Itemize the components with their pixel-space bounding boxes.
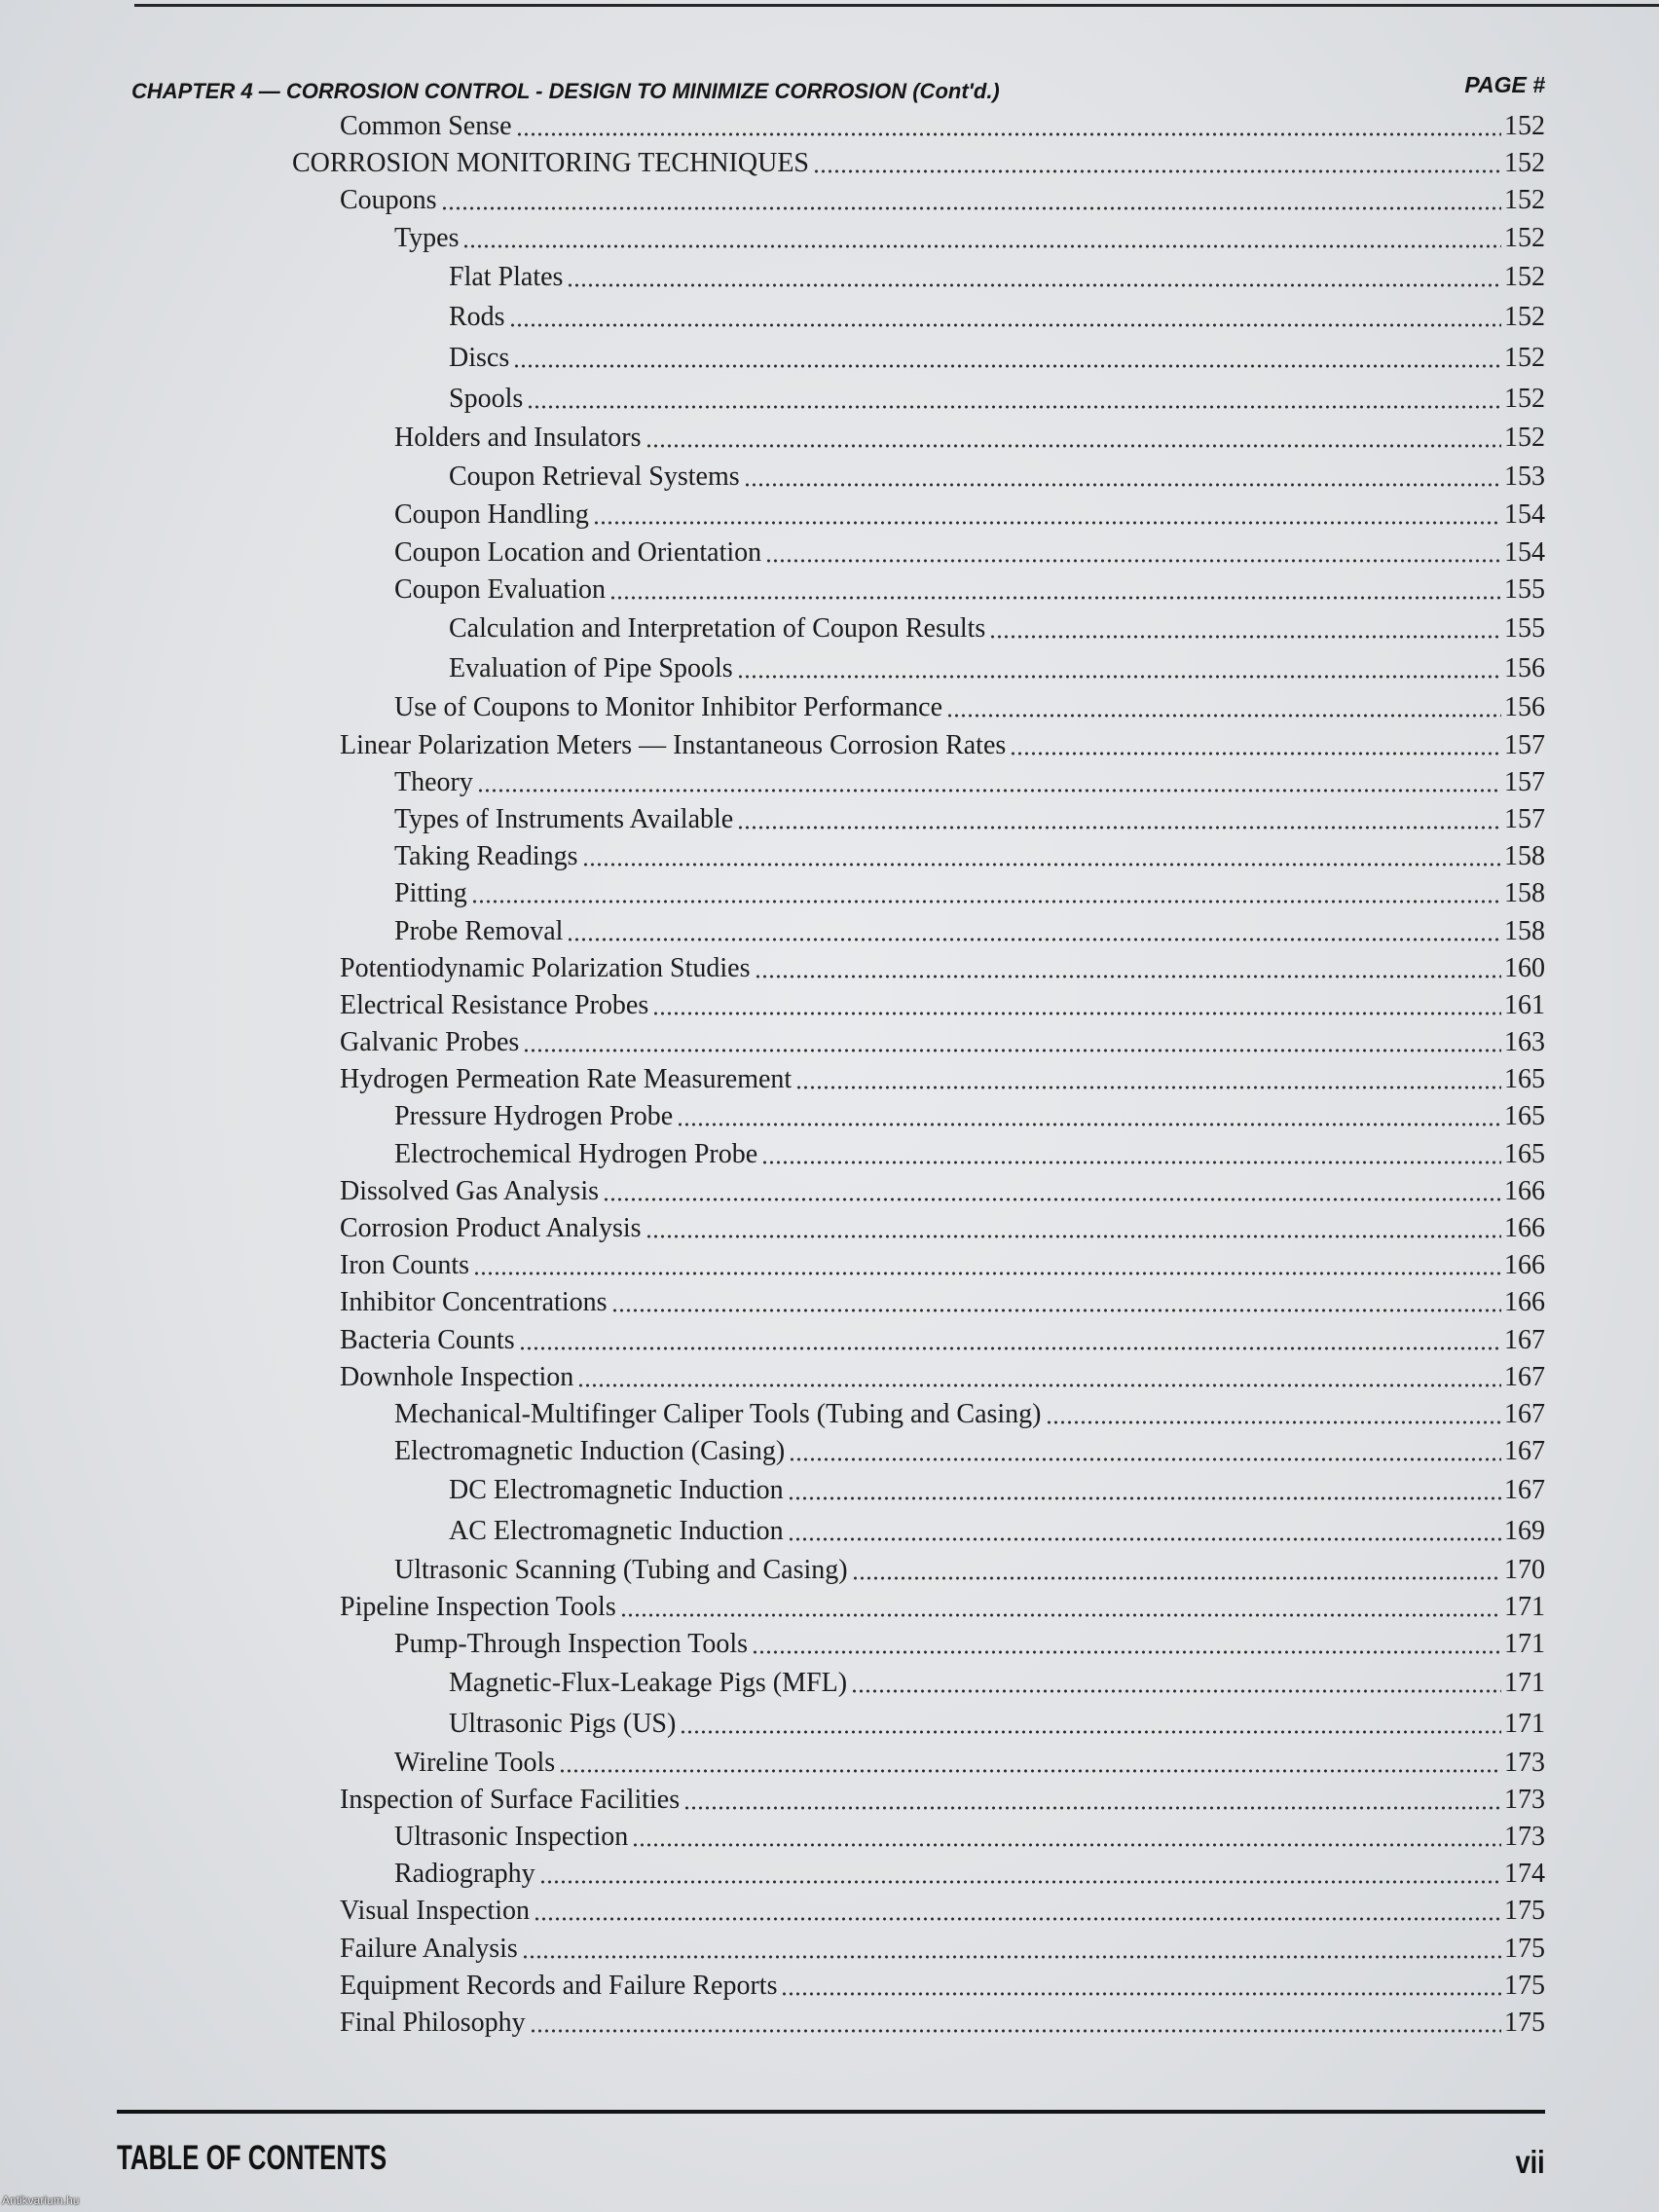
toc-entry bbox=[0, 1968, 1545, 2005]
toc-entry-title: Failure Analysis bbox=[340, 1933, 518, 1964]
toc-entry bbox=[0, 689, 1545, 726]
toc-entry-title: Pump-Through Inspection Tools bbox=[394, 1629, 749, 1660]
dot-leader bbox=[632, 1819, 1501, 1856]
toc-entry-title: Galvanic Probes bbox=[340, 1027, 520, 1058]
toc-entry-title: Wireline Tools bbox=[394, 1747, 556, 1778]
toc-entry-page: 166 bbox=[1504, 1175, 1545, 1206]
dot-leader bbox=[441, 182, 1501, 219]
dot-leader bbox=[559, 1745, 1501, 1782]
toc-entry-title: AC Electromagnetic Induction bbox=[449, 1515, 784, 1546]
dot-leader bbox=[593, 497, 1501, 534]
toc-entry-title: Downhole Inspection bbox=[340, 1361, 574, 1392]
toc-entry-page: 175 bbox=[1504, 2007, 1545, 2038]
toc-entry bbox=[0, 2005, 1545, 2042]
toc-entry bbox=[0, 108, 1545, 145]
toc-entry bbox=[0, 838, 1545, 875]
toc-entry bbox=[0, 297, 1545, 338]
toc-entry bbox=[0, 457, 1545, 498]
toc-entry bbox=[0, 727, 1545, 764]
toc-entry bbox=[0, 1470, 1545, 1511]
toc-entry bbox=[0, 1663, 1545, 1704]
dot-leader bbox=[761, 1136, 1501, 1173]
toc-entry-page: 171 bbox=[1504, 1668, 1545, 1699]
dot-leader bbox=[530, 2005, 1501, 2042]
toc-entry bbox=[0, 1284, 1545, 1321]
toc-entry-page: 154 bbox=[1504, 499, 1545, 531]
toc-entry-title: Pitting bbox=[394, 878, 467, 909]
dot-leader bbox=[534, 1893, 1501, 1930]
toc-entry-title: Holders and Insulators bbox=[394, 422, 642, 453]
toc-entry-title: Flat Plates bbox=[449, 261, 564, 292]
dot-leader bbox=[752, 1626, 1501, 1663]
toc-entry-title: Coupon Location and Orientation bbox=[394, 536, 762, 568]
toc-entry-page: 169 bbox=[1504, 1515, 1545, 1546]
toc-entry-page: 163 bbox=[1504, 1027, 1545, 1058]
toc-entry-title: Common Sense bbox=[340, 111, 512, 142]
dot-leader bbox=[513, 338, 1501, 379]
toc-entry-title: Calculation and Interpretation of Coupon Results bbox=[449, 612, 986, 644]
dot-leader bbox=[989, 608, 1501, 649]
toc-entry bbox=[0, 1359, 1545, 1396]
toc-entry-page: 152 bbox=[1504, 383, 1545, 414]
toc-entry-page: 173 bbox=[1504, 1747, 1545, 1778]
chapter-heading: CHAPTER 4 — CORROSION CONTROL - DESIGN TO MINIMIZE CORROSION (Cont'd.) bbox=[131, 79, 1000, 103]
toc-entry-page: 155 bbox=[1504, 612, 1545, 644]
toc-entry-page: 167 bbox=[1504, 1398, 1545, 1429]
toc-entry-page: 152 bbox=[1504, 185, 1545, 216]
dot-leader bbox=[765, 535, 1501, 571]
toc-entry bbox=[0, 1931, 1545, 1968]
toc-entry-title: Potentiodynamic Polarization Studies bbox=[340, 952, 751, 983]
watermark: Antikvarium.hu bbox=[2, 2194, 80, 2207]
dot-leader bbox=[509, 297, 1501, 338]
toc-entry bbox=[0, 257, 1545, 298]
toc-entry-title: Coupon Retrieval Systems bbox=[449, 461, 740, 492]
toc-list bbox=[0, 108, 1545, 2042]
dot-leader bbox=[645, 1210, 1501, 1247]
toc-entry bbox=[0, 1856, 1545, 1893]
dot-leader bbox=[813, 145, 1501, 182]
dot-leader bbox=[737, 801, 1501, 838]
dot-leader bbox=[473, 1247, 1501, 1284]
toc-entry bbox=[0, 535, 1545, 571]
toc-entry-title: Inspection of Surface Facilities bbox=[340, 1784, 681, 1815]
toc-entry bbox=[0, 1322, 1545, 1359]
toc-entry-title: Ultrasonic Pigs (US) bbox=[449, 1708, 677, 1739]
dot-leader bbox=[603, 1173, 1501, 1210]
toc-entry-title: Spools bbox=[449, 383, 524, 414]
toc-entry-title: Pressure Hydrogen Probe bbox=[394, 1101, 674, 1132]
toc-entry bbox=[0, 220, 1545, 257]
toc-entry bbox=[0, 571, 1545, 608]
toc-entry bbox=[0, 1819, 1545, 1856]
bottom-rule bbox=[117, 2110, 1545, 2114]
page-column-label: PAGE # bbox=[1464, 72, 1545, 97]
toc-entry bbox=[0, 497, 1545, 534]
toc-entry-page: 152 bbox=[1504, 342, 1545, 373]
dot-leader bbox=[851, 1663, 1501, 1704]
toc-entry-page: 167 bbox=[1504, 1475, 1545, 1506]
toc-entry-title: Coupon Evaluation bbox=[394, 573, 606, 605]
toc-entry-title: CORROSION MONITORING TECHNIQUES bbox=[292, 148, 809, 179]
dot-leader bbox=[582, 838, 1501, 875]
toc-entry bbox=[0, 1396, 1545, 1433]
toc-entry bbox=[0, 338, 1545, 379]
toc-entry-page: 175 bbox=[1504, 1896, 1545, 1927]
toc-entry bbox=[0, 950, 1545, 987]
dot-leader bbox=[516, 108, 1501, 145]
toc-entry-page: 173 bbox=[1504, 1822, 1545, 1853]
toc-entry-title: Taking Readings bbox=[394, 841, 578, 872]
dot-leader bbox=[539, 1856, 1501, 1893]
toc-entry bbox=[0, 649, 1545, 690]
dot-leader bbox=[788, 1511, 1501, 1552]
toc-entry-title: Iron Counts bbox=[340, 1250, 469, 1281]
dot-leader bbox=[946, 689, 1501, 726]
toc-entry bbox=[0, 1136, 1545, 1173]
dot-leader bbox=[645, 420, 1501, 457]
toc-entry-page: 157 bbox=[1504, 803, 1545, 834]
toc-entry-page: 171 bbox=[1504, 1591, 1545, 1622]
toc-entry-title: Hydrogen Permeation Rate Measurement bbox=[340, 1064, 793, 1095]
toc-entry bbox=[0, 182, 1545, 219]
toc-entry-page: 152 bbox=[1504, 302, 1545, 333]
dot-leader bbox=[852, 1552, 1501, 1589]
toc-entry bbox=[0, 1589, 1545, 1626]
dot-leader bbox=[652, 987, 1501, 1024]
dot-leader bbox=[527, 379, 1501, 420]
toc-entry-title: Electrochemical Hydrogen Probe bbox=[394, 1138, 758, 1169]
toc-entry-title: Electromagnetic Induction (Casing) bbox=[394, 1436, 786, 1467]
toc-entry-title: Probe Removal bbox=[394, 915, 564, 946]
dot-leader bbox=[737, 649, 1501, 690]
dot-leader bbox=[680, 1704, 1501, 1745]
toc-entry-page: 170 bbox=[1504, 1554, 1545, 1585]
toc-entry-title: Radiography bbox=[394, 1859, 535, 1890]
dot-leader bbox=[477, 764, 1501, 801]
dot-leader bbox=[788, 1470, 1501, 1511]
dot-leader bbox=[755, 950, 1501, 987]
toc-entry-page: 158 bbox=[1504, 841, 1545, 872]
toc-entry-title: Dissolved Gas Analysis bbox=[340, 1175, 599, 1206]
toc-entry-title: Electrical Resistance Probes bbox=[340, 989, 649, 1020]
toc-entry bbox=[0, 912, 1545, 949]
toc-entry-page: 161 bbox=[1504, 989, 1545, 1020]
toc-entry bbox=[0, 987, 1545, 1024]
dot-leader bbox=[677, 1098, 1501, 1135]
toc-entry-page: 167 bbox=[1504, 1361, 1545, 1392]
toc-entry-page: 175 bbox=[1504, 1970, 1545, 2001]
dot-leader bbox=[781, 1968, 1501, 2005]
dot-leader bbox=[522, 1931, 1501, 1968]
toc-entry-page: 174 bbox=[1504, 1859, 1545, 1890]
toc-entry bbox=[0, 801, 1545, 838]
toc-entry bbox=[0, 1210, 1545, 1247]
toc-entry-title: Visual Inspection bbox=[340, 1896, 531, 1927]
dot-leader bbox=[577, 1359, 1501, 1396]
toc-entry-title: Linear Polarization Meters — Instantaneous Corrosion Rates bbox=[340, 729, 1007, 760]
toc-entry bbox=[0, 1024, 1545, 1061]
toc-entry-title: Equipment Records and Failure Reports bbox=[340, 1970, 778, 2001]
dot-leader bbox=[523, 1024, 1501, 1061]
toc-entry-page: 156 bbox=[1504, 692, 1545, 723]
toc-entry-title: Mechanical-Multifinger Caliper Tools (Tubing and Casing) bbox=[394, 1398, 1042, 1429]
toc-entry-page: 167 bbox=[1504, 1436, 1545, 1467]
dot-leader bbox=[471, 875, 1501, 912]
toc-entry-page: 156 bbox=[1504, 653, 1545, 684]
toc-entry-page: 166 bbox=[1504, 1250, 1545, 1281]
toc-entry bbox=[0, 1511, 1545, 1552]
toc-entry-title: Discs bbox=[449, 342, 510, 373]
dot-leader bbox=[620, 1589, 1501, 1626]
toc-entry bbox=[0, 1247, 1545, 1284]
toc-entry-title: Ultrasonic Inspection bbox=[394, 1822, 629, 1853]
toc-entry-page: 152 bbox=[1504, 422, 1545, 453]
toc-entry-page: 153 bbox=[1504, 461, 1545, 492]
toc-entry-title: Types bbox=[394, 222, 460, 253]
toc-entry-title: Magnetic-Flux-Leakage Pigs (MFL) bbox=[449, 1668, 848, 1699]
toc-entry bbox=[0, 1552, 1545, 1589]
toc-entry bbox=[0, 420, 1545, 457]
toc-entry-title: Bacteria Counts bbox=[340, 1324, 515, 1355]
toc-entry bbox=[0, 1098, 1545, 1135]
dot-leader bbox=[567, 257, 1501, 298]
toc-entry bbox=[0, 1433, 1545, 1470]
dot-leader bbox=[462, 220, 1501, 257]
dot-leader bbox=[609, 571, 1501, 608]
toc-entry-page: 160 bbox=[1504, 952, 1545, 983]
dot-leader bbox=[795, 1061, 1501, 1098]
dot-leader bbox=[683, 1782, 1501, 1819]
toc-entry-page: 157 bbox=[1504, 729, 1545, 760]
toc-entry-page: 175 bbox=[1504, 1933, 1545, 1964]
toc-entry-page: 167 bbox=[1504, 1324, 1545, 1355]
top-rule bbox=[134, 4, 1659, 7]
toc-entry-title: Inhibitor Concentrations bbox=[340, 1287, 608, 1318]
toc-entry bbox=[0, 1173, 1545, 1210]
toc-entry-title: Rods bbox=[449, 302, 505, 333]
toc-entry-title: Coupons bbox=[340, 185, 437, 216]
toc-entry-page: 165 bbox=[1504, 1101, 1545, 1132]
dot-leader bbox=[1046, 1396, 1502, 1433]
toc-entry bbox=[0, 1782, 1545, 1819]
toc-entry-title: Types of Instruments Available bbox=[394, 803, 734, 834]
dot-leader bbox=[744, 457, 1501, 498]
toc-entry-page: 165 bbox=[1504, 1064, 1545, 1095]
toc-entry bbox=[0, 1893, 1545, 1930]
toc-entry-title: Corrosion Product Analysis bbox=[340, 1213, 642, 1244]
toc-entry-page: 158 bbox=[1504, 915, 1545, 946]
toc-entry-title: Pipeline Inspection Tools bbox=[340, 1591, 616, 1622]
dot-leader bbox=[567, 912, 1501, 949]
toc-entry-page: 152 bbox=[1504, 261, 1545, 292]
toc-entry-page: 155 bbox=[1504, 573, 1545, 605]
toc-entry-page: 165 bbox=[1504, 1138, 1545, 1169]
toc-entry-title: Evaluation of Pipe Spools bbox=[449, 653, 733, 684]
toc-entry-title: Ultrasonic Scanning (Tubing and Casing) bbox=[394, 1554, 848, 1585]
toc-entry-title: Use of Coupons to Monitor Inhibitor Performance bbox=[394, 692, 943, 723]
toc-entry bbox=[0, 875, 1545, 912]
toc-entry-page: 154 bbox=[1504, 536, 1545, 568]
toc-entry bbox=[0, 379, 1545, 420]
toc-entry-page: 158 bbox=[1504, 878, 1545, 909]
toc-entry-page: 173 bbox=[1504, 1784, 1545, 1815]
toc-entry-title: DC Electromagnetic Induction bbox=[449, 1475, 784, 1506]
footer-page-number: vii bbox=[1515, 2144, 1545, 2180]
toc-entry-page: 157 bbox=[1504, 766, 1545, 797]
toc-entry-title: Coupon Handling bbox=[394, 499, 589, 531]
toc-entry-page: 152 bbox=[1504, 111, 1545, 142]
toc-entry bbox=[0, 1704, 1545, 1745]
dot-leader bbox=[519, 1322, 1501, 1359]
toc-entry bbox=[0, 1745, 1545, 1782]
footer-section-title: TABLE OF CONTENTS bbox=[117, 2139, 387, 2177]
toc-entry bbox=[0, 145, 1545, 182]
toc-entry-page: 152 bbox=[1504, 148, 1545, 179]
toc-entry-page: 166 bbox=[1504, 1287, 1545, 1318]
toc-entry bbox=[0, 608, 1545, 649]
dot-leader bbox=[789, 1433, 1501, 1470]
toc-entry-page: 171 bbox=[1504, 1708, 1545, 1739]
toc-entry-title: Final Philosophy bbox=[340, 2007, 526, 2038]
toc-entry-page: 166 bbox=[1504, 1213, 1545, 1244]
toc-entry bbox=[0, 1061, 1545, 1098]
dot-leader bbox=[611, 1284, 1501, 1321]
toc-entry bbox=[0, 764, 1545, 801]
toc-entry-page: 171 bbox=[1504, 1629, 1545, 1660]
dot-leader bbox=[1010, 727, 1501, 764]
toc-entry-page: 152 bbox=[1504, 222, 1545, 253]
toc-entry bbox=[0, 1626, 1545, 1663]
toc-entry-title: Theory bbox=[394, 766, 473, 797]
